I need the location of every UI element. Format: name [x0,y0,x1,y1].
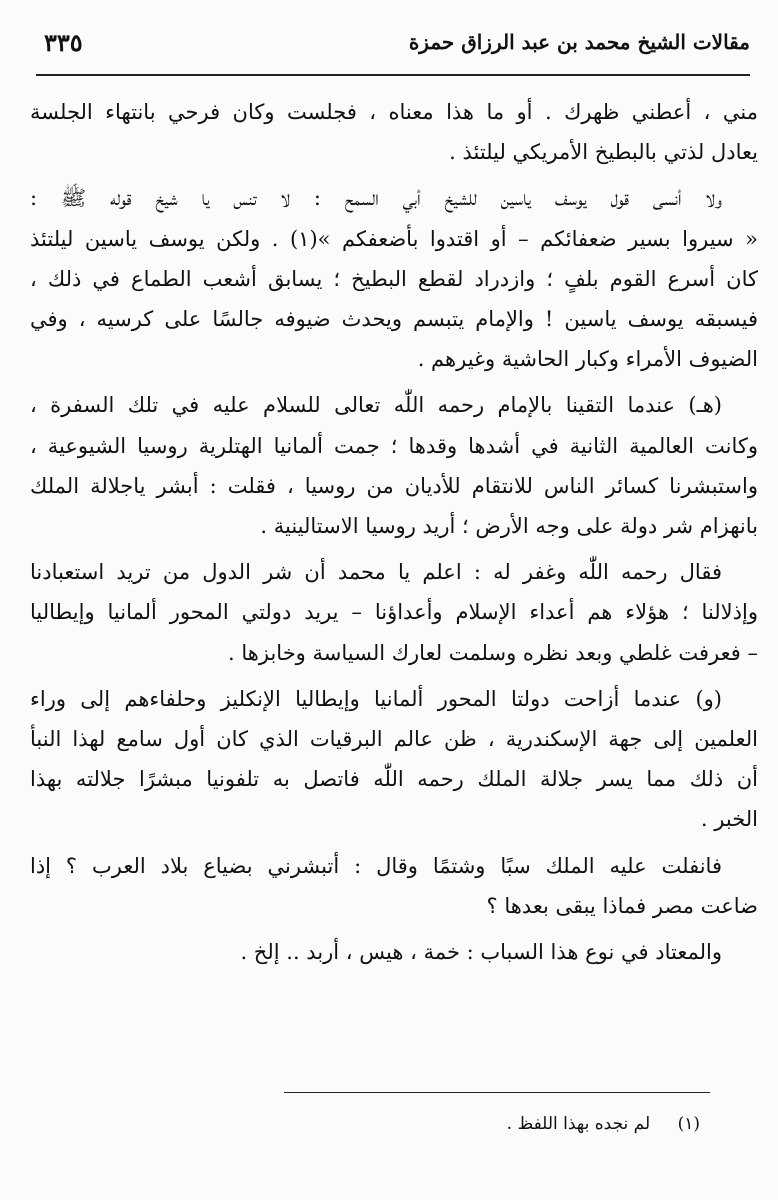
text-line: (هـ) عندما التقينا بالإمام رحمه اللّٰه تعالى للسلام عليه في تلك السفرة ، [30,393,722,418]
footnote-text: لم نجده بهذا اللفظ . [506,1114,651,1134]
header-title: مقالات الشيخ محمد بن عبد الرزاق حمزة [408,30,750,54]
text-line: وإذلالنا ؛ هؤلاء هم أعداء الإسلام وأعداؤنا – يريد دولتي المحور ألمانيا وإيطاليا [30,600,758,625]
footnote-number: (١) [677,1114,700,1134]
text-line: بانهزام شر دولة على وجه الأرض ؛ أريد روسيا الاستالينية . [260,514,758,539]
text-line: الضيوف الأمراء وكبار الحاشية وغيرهم . [417,347,758,372]
text-line: مني ، أعطني ظهرك . أو ما هذا معناه ، فجلست وكان فرحي بانتهاء الجلسة [30,100,758,124]
footnote [507,1114,700,1134]
body-text [30,92,758,972]
text-line: الخبر . [700,807,758,832]
text-line: ولا أنسى قول يوسف ياسين للشيخ أبي السمح : لا تنس يا شيخ قوله ﷺ : [30,186,722,211]
text-line: فقال رحمه اللّٰه وغفر له : اعلم يا محمد أن شر الدول من تريد استعبادنا [30,560,722,585]
text-line: يعادل لذتي بالبطيخ الأمريكي ليلتئذ . [449,140,758,165]
running-header [40,26,750,66]
text-line: واستبشرنا كسائر الناس للانتقام للأديان من روسيا ، فقلت : أبشر ياجلالة الملك [30,473,758,498]
text-line: والمعتاد في نوع هذا السباب : خمة ، هيس ، أربد .. إلخ . [240,940,722,965]
text-line: ضاعت مصر فماذا يبقى بعدها ؟ [486,893,758,918]
page-number: ٣٣٥ [44,28,83,57]
text-line: العلمين إلى جهة الإسكندرية ، ظن عالم البرقيات الذي كان أول سامع لهذا النبأ [30,727,758,752]
text-line: – فعرفت غلطي وبعد نظره وسلمت لعارك السياسة وخابزها . [228,640,758,665]
text-line: فيسبقه يوسف ياسين ! والإمام يتبسم ويحدث ضيوفه جالسًا على كرسيه ، وفي [30,307,758,332]
text-line: أن ذلك مما يسر جلالة الملك رحمه اللّٰه فاتصل به تلفونيا مبشرًا جلالته بهذا [30,767,758,792]
text-line: (و) عندما أزاحت دولتا المحور ألمانيا وإيطاليا الإنكليز وحلفاءهم إلى وراء [30,686,722,711]
text-line: فانفلت عليه الملك سبًا وشتمًا وقال : أتبشرني بضياع بلاد العرب ؟ إذا [30,853,722,878]
text-line: وكانت العالمية الثانية في أشدها وقدها ؛ جمت ألمانيا الهتلرية روسيا الشيوعية ، [30,433,758,458]
header-rule [36,74,750,76]
footnote-rule [284,1092,710,1093]
text-line: كان أسرع القوم بلفٍ ؛ وازدراد لقطع البطيخ ؛ يسابق أشعب الطماع في ذلك ، [30,266,758,291]
text-line: « سيروا بسير ضعفائكم – أو اقتدوا بأضعفكم »(١) . ولكن يوسف ياسين ليلتئذ [30,226,758,251]
